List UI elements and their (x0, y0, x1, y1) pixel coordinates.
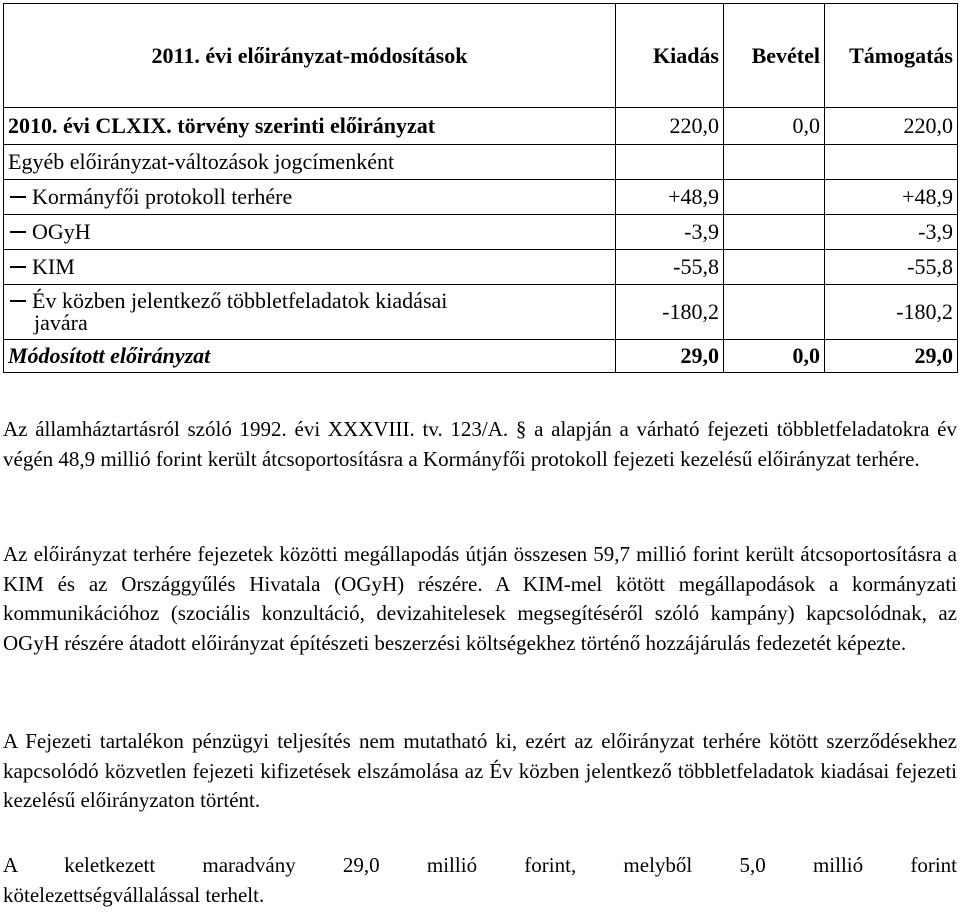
row-tamogatas: -180,2 (825, 285, 958, 340)
table-row (4, 145, 958, 180)
row-label: Kormányfői protokoll terhére (32, 184, 293, 209)
row-kiadas: -3,9 (616, 215, 724, 250)
row-kiadas: 220,0 (616, 108, 724, 145)
row-label-cell (4, 180, 616, 215)
table-row (4, 285, 958, 340)
table-row (4, 108, 958, 145)
column-header-tamogatas: Támogatás (825, 4, 958, 108)
row-label-line1: Év közben jelentkező többletfeladatok kiadásai (32, 288, 448, 313)
row-bevetel (724, 145, 825, 180)
table-row (4, 180, 958, 215)
row-tamogatas: -55,8 (825, 250, 958, 285)
table-total-row (4, 340, 958, 373)
row-bevetel (724, 285, 825, 340)
column-header-bevetel: Bevétel (724, 4, 825, 108)
row-label-line2: javára (34, 310, 88, 335)
dash-bullet-icon (10, 231, 26, 233)
row-tamogatas: -3,9 (825, 215, 958, 250)
dash-bullet-icon (10, 300, 26, 302)
row-kiadas: -55,8 (616, 250, 724, 285)
row-label: KIM (32, 254, 75, 279)
row-label-cell (4, 215, 616, 250)
row-label-cell (4, 285, 616, 340)
row-kiadas: -180,2 (616, 285, 724, 340)
row-label: 2010. évi CLXIX. törvény szerinti előirányzat (4, 108, 616, 145)
table-row (4, 215, 958, 250)
row-tamogatas (825, 145, 958, 180)
paragraph-4 (3, 851, 957, 910)
row-kiadas (616, 145, 724, 180)
row-tamogatas: 220,0 (825, 108, 958, 145)
row-bevetel (724, 180, 825, 215)
paragraph-1: Az államháztartásról szóló 1992. évi XXXVIII. tv. 123/A. § a alapján a várható fejezeti többletfeladatokra év végén 48,9 millió forint került átcsoportosításra a Kormányfői protokoll fejezeti kezelésű előirányzat terhére. (3, 417, 957, 471)
row-bevetel: 0,0 (724, 340, 825, 373)
row-label: Módosított előirányzat (4, 340, 616, 373)
table-header-row (4, 4, 958, 108)
row-bevetel: 0,0 (724, 108, 825, 145)
row-label: Egyéb előirányzat-változások jogcímenként (4, 145, 616, 180)
row-label-cell (4, 250, 616, 285)
row-tamogatas: 29,0 (825, 340, 958, 373)
row-kiadas: 29,0 (616, 340, 724, 373)
table-row (4, 250, 958, 285)
row-kiadas: +48,9 (616, 180, 724, 215)
table-title: 2011. évi előirányzat-módosítások (4, 4, 616, 108)
paragraph-3: A Fejezeti tartalékon pénzügyi teljesítés nem mutatható ki, ezért az előirányzat terhére kötött szerződésekhez kapcsolódó közvetlen fejezeti kifizetések elszámolása az Év közben jelentkező többletfeladatok kiadásai fejezeti kezelésű előirányzaton történt. (3, 729, 957, 812)
column-header-kiadas: Kiadás (616, 4, 724, 108)
row-bevetel (724, 250, 825, 285)
paragraph-2: Az előirányzat terhére fejezetek közötti megállapodás útján összesen 59,7 millió forint került átcsoportosításra a KIM és az Országgyűlés Hivatala (OGyH) részére. A KIM-mel kötött megállapodások a kormányzati kommunikációhoz (szociális konzultáció, devizahitelesek megsegítéséről szóló kampány) kapcsolódnak, az OGyH részére átadott előirányzat építészeti beszerzési költségekhez történő hozzájárulás fedezetét képezte. (3, 542, 957, 655)
dash-bullet-icon (10, 196, 26, 198)
paragraph-4-line1: A keletkezett maradvány 29,0 millió forint, melyből 5,0 millió forint (3, 853, 957, 877)
appropriation-table (3, 3, 958, 373)
row-tamogatas: +48,9 (825, 180, 958, 215)
dash-bullet-icon (10, 266, 26, 268)
paragraph-4-line2: kötelezettségvállalással terhelt. (3, 882, 265, 907)
row-label: OGyH (32, 219, 91, 244)
row-bevetel (724, 215, 825, 250)
